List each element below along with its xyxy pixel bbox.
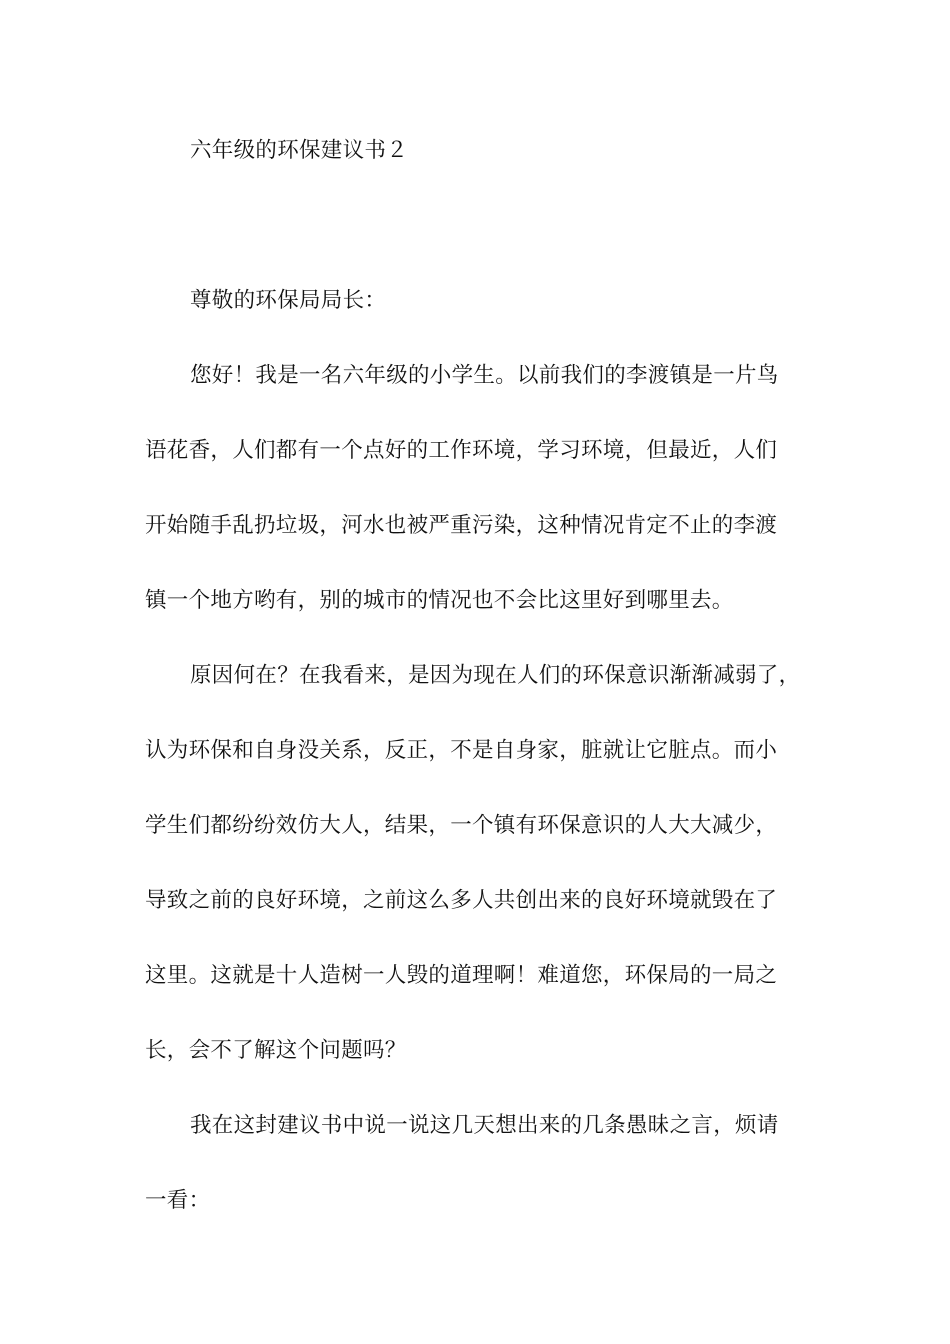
paragraph-line: 您好！我是一名六年级的小学生。以前我们的李渡镇是一片鸟 [190, 363, 779, 388]
paragraph-line: 原因何在？在我看来，是因为现在人们的环保意识渐渐减弱了， [190, 663, 801, 688]
paragraph-line: 导致之前的良好环境，之前这么多人共创出来的良好环境就毁在了 [145, 888, 778, 913]
paragraph-line: 我在这封建议书中说一说这几天想出来的几条愚昧之言，烦请 [190, 1113, 779, 1138]
document-title: 六年级的环保建议书２ [190, 138, 409, 163]
paragraph-line: 长，会不了解这个问题吗？ [145, 1038, 407, 1063]
paragraph-line: 开始随手乱扔垃圾，河水也被严重污染，这种情况肯定不止的李渡 [145, 513, 778, 538]
greeting-line: 尊敬的环保局局长： [190, 288, 387, 313]
paragraph-line: 一看： [145, 1188, 211, 1213]
paragraph-line: 镇一个地方哟有，别的城市的情况也不会比这里好到哪里去。 [145, 588, 734, 613]
paragraph-line: 学生们都纷纷效仿大人，结果，一个镇有环保意识的人大大减少， [145, 813, 778, 838]
paragraph-line: 语花香，人们都有一个点好的工作环境，学习环境，但最近，人们 [145, 438, 778, 463]
paragraph-line: 认为环保和自身没关系，反正，不是自身家，脏就让它脏点。而小 [145, 738, 778, 763]
paragraph-line: 这里。这就是十人造树一人毁的道理啊！难道您，环保局的一局之 [145, 963, 778, 988]
